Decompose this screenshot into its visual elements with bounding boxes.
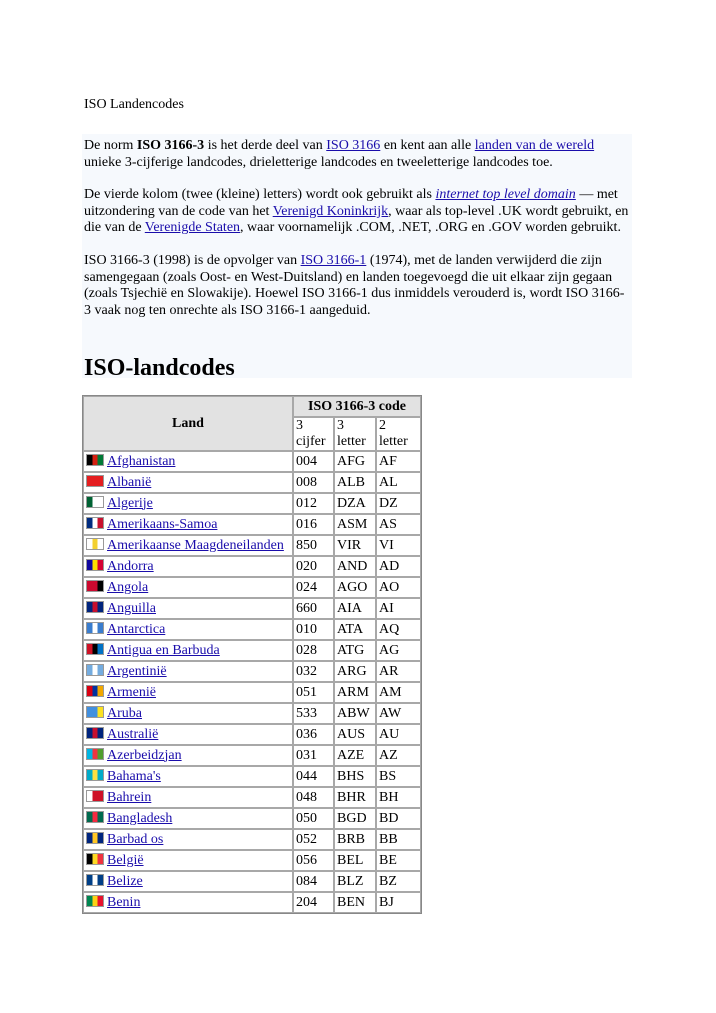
country-cell bbox=[83, 598, 293, 619]
country-cell bbox=[83, 829, 293, 850]
country-cell bbox=[83, 703, 293, 724]
country-link[interactable]: Aruba bbox=[107, 705, 142, 721]
country-link[interactable]: Armenië bbox=[107, 684, 156, 700]
table-row bbox=[83, 682, 421, 703]
country-link[interactable]: Belize bbox=[107, 873, 143, 889]
vi-flag-icon bbox=[86, 538, 104, 550]
intro-paragraph-2: De vierde kolom (twee (kleine) letters) wordt ook gebruikt als internet top level domain — met uitzondering van de code van het Verenigd Koninkrijk, waar als top-level .UK wordt gebruikt, en die van de Verenigde Staten, waar voornamelijk .COM, .NET, .ORG en .GOV worden gebruikt. bbox=[84, 187, 629, 236]
country-link[interactable]: Bahrein bbox=[107, 789, 152, 805]
numeric-code-cell: 020 bbox=[293, 556, 334, 577]
alpha2-code-cell: AW bbox=[376, 703, 421, 724]
country-codes-table bbox=[82, 395, 422, 914]
intro-box bbox=[82, 134, 632, 378]
bd-flag-icon bbox=[86, 811, 104, 823]
sub-header-3-letter: 3 letter bbox=[334, 417, 376, 451]
iso-code-header: ISO 3166-3 code bbox=[293, 396, 421, 417]
country-cell bbox=[83, 787, 293, 808]
be-flag-icon bbox=[86, 853, 104, 865]
alpha2-code-cell: BE bbox=[376, 850, 421, 871]
bj-flag-icon bbox=[86, 895, 104, 907]
bz-flag-icon bbox=[86, 874, 104, 886]
country-cell bbox=[83, 682, 293, 703]
alpha2-code-cell: AQ bbox=[376, 619, 421, 640]
country-link[interactable]: Algerije bbox=[107, 495, 153, 511]
numeric-code-cell: 084 bbox=[293, 871, 334, 892]
numeric-code-cell: 204 bbox=[293, 892, 334, 913]
alpha3-code-cell: ABW bbox=[334, 703, 376, 724]
alpha2-code-cell: VI bbox=[376, 535, 421, 556]
alpha2-code-cell: BB bbox=[376, 829, 421, 850]
alpha3-code-cell: BHS bbox=[334, 766, 376, 787]
alpha2-code-cell: AD bbox=[376, 556, 421, 577]
bs-flag-icon bbox=[86, 769, 104, 781]
country-link[interactable]: Amerikaans-Samoa bbox=[107, 516, 218, 532]
country-link[interactable]: Amerikaanse Maagdeneilanden bbox=[107, 537, 284, 553]
numeric-code-cell: 008 bbox=[293, 472, 334, 493]
numeric-code-cell: 052 bbox=[293, 829, 334, 850]
link-iso-3166-1[interactable]: ISO 3166-1 bbox=[300, 252, 367, 268]
country-link[interactable]: Antigua en Barbuda bbox=[107, 642, 220, 658]
numeric-code-cell: 031 bbox=[293, 745, 334, 766]
alpha3-code-cell: VIR bbox=[334, 535, 376, 556]
alpha3-code-cell: BRB bbox=[334, 829, 376, 850]
numeric-code-cell: 028 bbox=[293, 640, 334, 661]
country-link[interactable]: Andorra bbox=[107, 558, 154, 574]
bh-flag-icon bbox=[86, 790, 104, 802]
table-row bbox=[83, 829, 421, 850]
alpha3-code-cell: BEN bbox=[334, 892, 376, 913]
page-title: ISO Landencodes bbox=[84, 97, 184, 112]
table-row bbox=[83, 535, 421, 556]
country-link[interactable]: Azerbeidzjan bbox=[107, 747, 182, 763]
country-cell bbox=[83, 871, 293, 892]
am-flag-icon bbox=[86, 685, 104, 697]
alpha3-code-cell: BGD bbox=[334, 808, 376, 829]
table-row bbox=[83, 661, 421, 682]
alpha2-code-cell: AR bbox=[376, 661, 421, 682]
link-verenigde-staten[interactable]: Verenigde Staten bbox=[144, 220, 241, 236]
numeric-code-cell: 533 bbox=[293, 703, 334, 724]
country-link[interactable]: Afghanistan bbox=[107, 453, 176, 469]
alpha3-code-cell: BLZ bbox=[334, 871, 376, 892]
alpha2-code-cell: AZ bbox=[376, 745, 421, 766]
aw-flag-icon bbox=[86, 706, 104, 718]
link-iso-3166[interactable]: ISO 3166 bbox=[326, 138, 381, 153]
table-row bbox=[83, 598, 421, 619]
country-cell bbox=[83, 850, 293, 871]
intro-paragraph-3: ISO 3166-3 (1998) is de opvolger van ISO 3166-1 (1974), met de landen verwijderd die zijn samengegaan (zoals Oost- en West-Duitsland) en landen toegevoegd die uit elkaar zijn gegaan (zoals Tsjechië en Slowakije). Hoewel ISO 3166-1 dus inmiddels verouderd is, wordt ISO 3166-3 vaak nog ten onrechte als ISO 3166-1 aangeduid. bbox=[84, 252, 625, 318]
ai-flag-icon bbox=[86, 601, 104, 613]
alpha2-code-cell: DZ bbox=[376, 493, 421, 514]
table-row bbox=[83, 724, 421, 745]
alpha2-code-cell: AO bbox=[376, 577, 421, 598]
alpha3-code-cell: ALB bbox=[334, 472, 376, 493]
country-cell bbox=[83, 808, 293, 829]
alpha2-code-cell: AI bbox=[376, 598, 421, 619]
table-row bbox=[83, 619, 421, 640]
table-row bbox=[83, 472, 421, 493]
alpha3-code-cell: AGO bbox=[334, 577, 376, 598]
alpha2-code-cell: AU bbox=[376, 724, 421, 745]
numeric-code-cell: 016 bbox=[293, 514, 334, 535]
country-cell bbox=[83, 556, 293, 577]
alpha2-code-cell: AS bbox=[376, 514, 421, 535]
numeric-code-cell: 010 bbox=[293, 619, 334, 640]
country-link[interactable]: Barbad os bbox=[107, 831, 164, 847]
numeric-code-cell: 850 bbox=[293, 535, 334, 556]
alpha2-code-cell: AG bbox=[376, 640, 421, 661]
country-link[interactable]: België bbox=[107, 852, 144, 868]
ao-flag-icon bbox=[86, 580, 104, 592]
country-cell bbox=[83, 472, 293, 493]
country-link[interactable]: Albanië bbox=[107, 474, 152, 490]
country-link[interactable]: Angola bbox=[107, 579, 149, 595]
country-cell bbox=[83, 892, 293, 913]
country-cell bbox=[83, 745, 293, 766]
country-cell bbox=[83, 451, 293, 472]
numeric-code-cell: 050 bbox=[293, 808, 334, 829]
au-flag-icon bbox=[86, 727, 104, 739]
numeric-code-cell: 051 bbox=[293, 682, 334, 703]
country-link[interactable]: Benin bbox=[107, 894, 141, 910]
numeric-code-cell: 660 bbox=[293, 598, 334, 619]
country-cell bbox=[83, 493, 293, 514]
alpha3-code-cell: AZE bbox=[334, 745, 376, 766]
af-flag-icon bbox=[86, 454, 104, 466]
alpha2-code-cell: AL bbox=[376, 472, 421, 493]
country-cell bbox=[83, 577, 293, 598]
bb-flag-icon bbox=[86, 832, 104, 844]
country-link[interactable]: Argentinië bbox=[107, 663, 167, 679]
dz-flag-icon bbox=[86, 496, 104, 508]
alpha3-code-cell: BHR bbox=[334, 787, 376, 808]
country-link[interactable]: Australië bbox=[107, 726, 159, 742]
ad-flag-icon bbox=[86, 559, 104, 571]
table-row bbox=[83, 451, 421, 472]
numeric-code-cell: 032 bbox=[293, 661, 334, 682]
alpha2-code-cell: AM bbox=[376, 682, 421, 703]
table-row bbox=[83, 787, 421, 808]
land-header: Land bbox=[83, 396, 293, 451]
country-cell bbox=[83, 766, 293, 787]
link-internet-top-level-domain[interactable]: internet top level domain bbox=[435, 187, 576, 203]
numeric-code-cell: 036 bbox=[293, 724, 334, 745]
sub-header-3-cijfer: 3 cijfer bbox=[293, 417, 334, 451]
country-link[interactable]: Anguilla bbox=[107, 600, 156, 616]
country-cell bbox=[83, 514, 293, 535]
alpha3-code-cell: ATG bbox=[334, 640, 376, 661]
table-row bbox=[83, 871, 421, 892]
numeric-code-cell: 024 bbox=[293, 577, 334, 598]
table-row bbox=[83, 493, 421, 514]
ag-flag-icon bbox=[86, 643, 104, 655]
alpha2-code-cell: BH bbox=[376, 787, 421, 808]
table-row bbox=[83, 577, 421, 598]
table-row bbox=[83, 556, 421, 577]
table-row bbox=[83, 514, 421, 535]
numeric-code-cell: 004 bbox=[293, 451, 334, 472]
table-row bbox=[83, 745, 421, 766]
numeric-code-cell: 044 bbox=[293, 766, 334, 787]
alpha3-code-cell: BEL bbox=[334, 850, 376, 871]
country-link[interactable]: Antarctica bbox=[107, 621, 166, 637]
country-cell bbox=[83, 661, 293, 682]
alpha3-code-cell: AND bbox=[334, 556, 376, 577]
table-row bbox=[83, 808, 421, 829]
as-flag-icon bbox=[86, 517, 104, 529]
alpha2-code-cell: BD bbox=[376, 808, 421, 829]
country-cell bbox=[83, 535, 293, 556]
country-link[interactable]: Bangladesh bbox=[107, 810, 173, 826]
aq-flag-icon bbox=[86, 622, 104, 634]
numeric-code-cell: 048 bbox=[293, 787, 334, 808]
alpha3-code-cell: AFG bbox=[334, 451, 376, 472]
link-verenigd-koninkrijk[interactable]: Verenigd Koninkrijk bbox=[272, 203, 389, 219]
sub-header-2-letter: 2 letter bbox=[376, 417, 421, 451]
alpha3-code-cell: AUS bbox=[334, 724, 376, 745]
numeric-code-cell: 056 bbox=[293, 850, 334, 871]
country-cell bbox=[83, 640, 293, 661]
country-cell bbox=[83, 724, 293, 745]
alpha3-code-cell: AIA bbox=[334, 598, 376, 619]
alpha2-code-cell: BZ bbox=[376, 871, 421, 892]
al-flag-icon bbox=[86, 475, 104, 487]
ar-flag-icon bbox=[86, 664, 104, 676]
link-landen-van-de-wereld[interactable]: landen van de wereld bbox=[474, 138, 595, 153]
alpha2-code-cell: BS bbox=[376, 766, 421, 787]
table-row bbox=[83, 640, 421, 661]
table-row bbox=[83, 892, 421, 913]
table-row bbox=[83, 850, 421, 871]
section-heading: ISO-landcodes bbox=[84, 355, 235, 381]
alpha3-code-cell: ATA bbox=[334, 619, 376, 640]
country-cell bbox=[83, 619, 293, 640]
alpha3-code-cell: ARG bbox=[334, 661, 376, 682]
table-row bbox=[83, 703, 421, 724]
alpha3-code-cell: ARM bbox=[334, 682, 376, 703]
alpha2-code-cell: BJ bbox=[376, 892, 421, 913]
intro-paragraph-1: De norm ISO 3166-3 is het derde deel van ISO 3166 en kent aan alle landen van de wereld unieke 3-cijferige landcodes, drieletterige landcodes en tweeletterige landcodes toe. bbox=[84, 138, 595, 170]
az-flag-icon bbox=[86, 748, 104, 760]
alpha2-code-cell: AF bbox=[376, 451, 421, 472]
alpha3-code-cell: DZA bbox=[334, 493, 376, 514]
table-row bbox=[83, 766, 421, 787]
alpha3-code-cell: ASM bbox=[334, 514, 376, 535]
country-link[interactable]: Bahama's bbox=[107, 768, 161, 784]
numeric-code-cell: 012 bbox=[293, 493, 334, 514]
